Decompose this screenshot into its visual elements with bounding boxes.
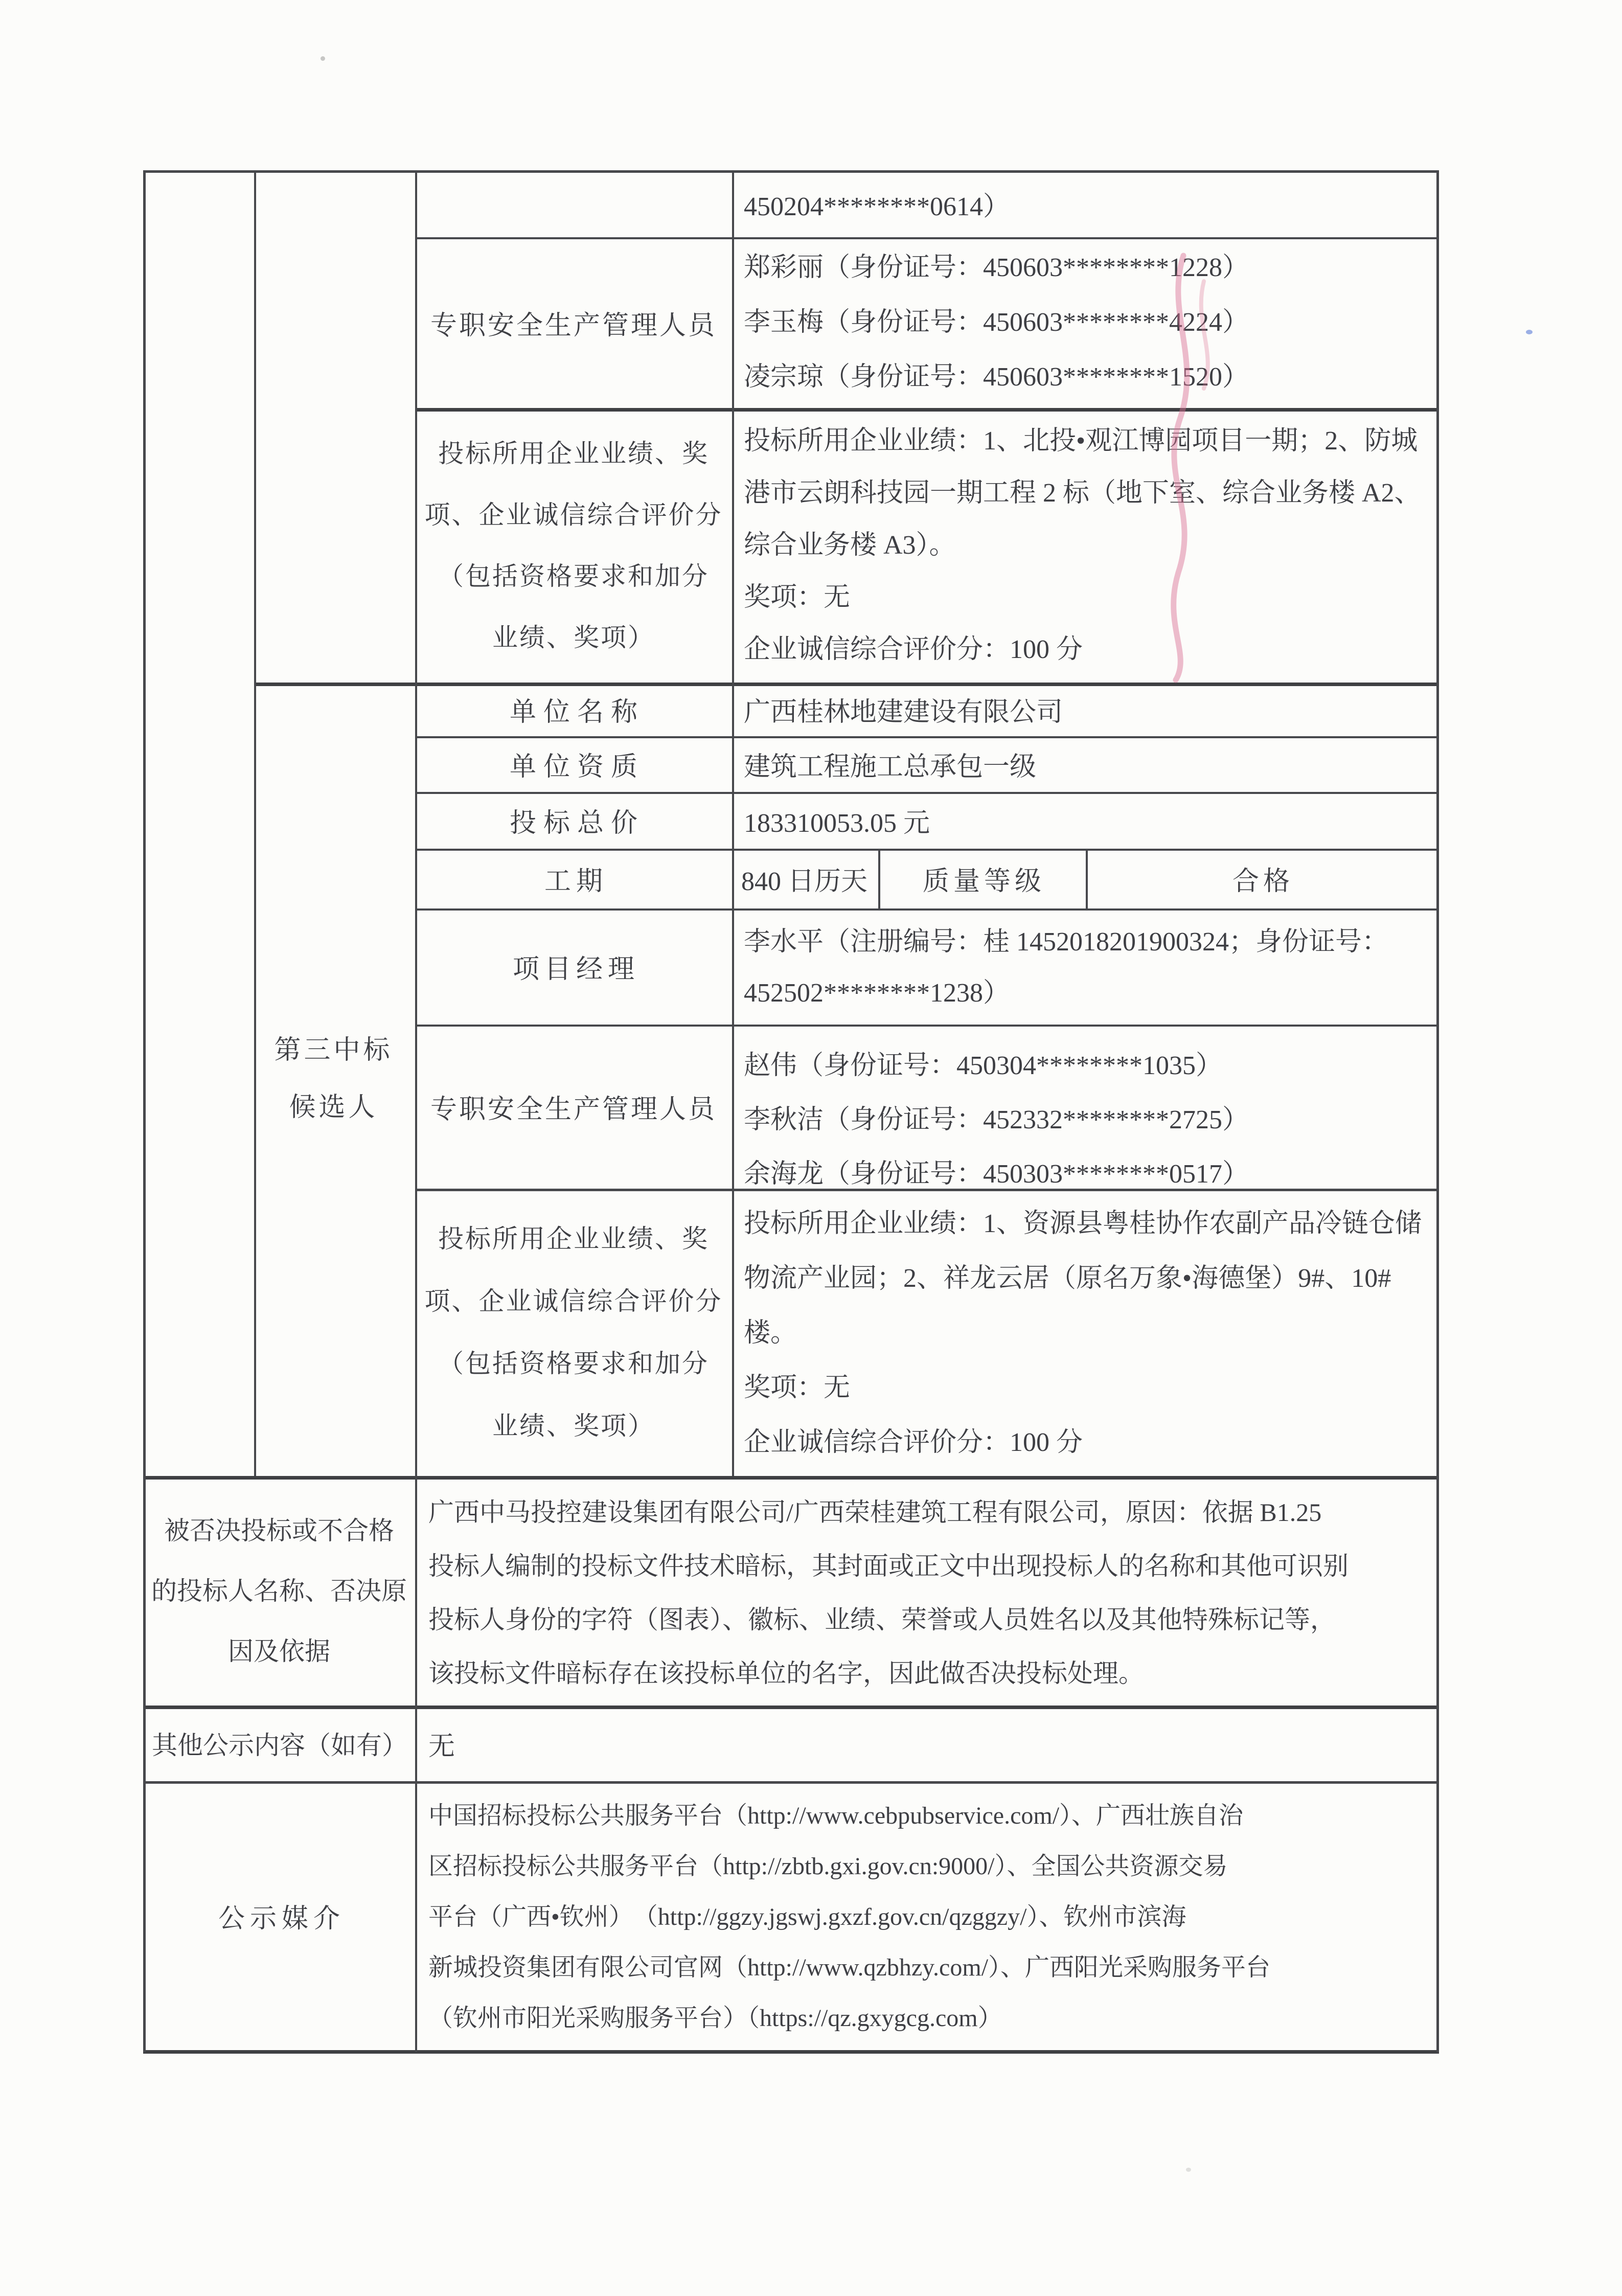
manager-label: 项目经理 [512, 955, 639, 984]
media-line: 新城投资集团有限公司官网（http://www.qzbhzy.com/）、广西阳光采购服务平台 [428, 1954, 1271, 1981]
qualification-value: 建筑工程施工总承包一级 [744, 753, 1037, 782]
media-label: 公示媒介 [218, 1904, 345, 1934]
safety-person: 余海龙（身份证号：450303********0517） [744, 1160, 1249, 1189]
rejected-line: 投标人编制的投标文件技术暗标，其封面或正文中出现投标人的名称和其他可识别 [428, 1552, 1349, 1580]
other-content-value: 无 [428, 1732, 455, 1761]
qualification-label: 单位资质 [509, 753, 645, 782]
quality-grade-label: 质量等级 [922, 867, 1045, 896]
table-border-bottom [143, 2050, 1439, 2054]
rejected-line: 广西中马投控建设集团有限公司/广西荣桂建筑工程有限公司，原因：依据 B1.25 [428, 1498, 1322, 1527]
unit-name-label: 单位名称 [509, 698, 645, 727]
candidate2-performance-content [744, 415, 1434, 677]
quality-grade-value: 合格 [1232, 867, 1294, 896]
gray-speck [321, 56, 325, 61]
gray-speck [1186, 2168, 1191, 2172]
performance-label-line: 项、企业诚信综合评价分 [424, 500, 723, 529]
safety-person: 赵伟（身份证号：450304********1035） [744, 1051, 1223, 1080]
media-line: 平台（广西•钦州） （http://ggzy.jgswj.gxzf.gov.cn/qzggzy/）、钦州市滨海 [428, 1903, 1186, 1930]
performance-line: 投标所用企业业绩：1、资源县粤桂协作农副产品冷链仓储 [744, 1209, 1422, 1238]
performance-label-line: 项、企业诚信综合评价分 [424, 1287, 723, 1315]
bid-price-value: 183310053.05 元 [744, 809, 930, 838]
rejected-label-line: 的投标人名称、否决原 [151, 1576, 407, 1605]
performance-label-line: 投标所用企业业绩、奖 [438, 1224, 709, 1253]
safety-person: 李玉梅（身份证号：450603********4224） [744, 308, 1249, 337]
rejected-line: 该投标文件暗标存在该投标单位的名字，因此做否决投标处理。 [428, 1659, 1144, 1688]
other-content-label: 其他公示内容（如有） [152, 1731, 407, 1760]
media-line: 区招标投标公共服务平台（http://zbtb.gxi.gov.cn:9000/）、全国公共资源交易 [428, 1853, 1228, 1880]
media-line: （钦州市阳光采购服务平台）（https://qz.gxygcg.com） [428, 2005, 1002, 2032]
safety-person: 李秋洁（身份证号：452332********2725） [744, 1105, 1249, 1134]
manager-line: 452502********1238） [744, 979, 1010, 1008]
rejected-line: 投标人身份的字符（图表）、徽标、业绩、荣誉或人员姓名以及其他特殊标记等， [428, 1605, 1336, 1634]
candidate3-safety-people [744, 1039, 1431, 1189]
rejected-bidders-label [145, 1476, 414, 1706]
candidate3-safety-label: 专职安全生产管理人员 [430, 1095, 717, 1124]
candidate2-safety-people [744, 240, 1431, 405]
candidate2-safety-label: 专职安全生产管理人员 [430, 311, 717, 340]
rejected-bidders-content [428, 1486, 1430, 1700]
bid-price-label: 投标总价 [509, 809, 645, 838]
carryover-id-tail: 450204********0614） [744, 192, 1010, 221]
performance-line: 物流产业园；2、祥龙云居（原名万象•海德堡）9#、10# [744, 1264, 1391, 1293]
col-line-content [732, 170, 734, 1476]
performance-line: 奖项：无 [744, 583, 851, 612]
performance-label-line: 业绩、奖项） [492, 1412, 655, 1440]
candidate3-group-label [254, 683, 413, 1476]
safety-person: 郑彩丽（身份证号：450603********1228） [744, 253, 1249, 282]
duration-label: 工期 [544, 867, 608, 896]
manager-content [744, 917, 1434, 1019]
candidate2-performance-label [417, 408, 730, 683]
blue-ink-speck [1526, 330, 1533, 334]
duration-value: 840 日历天 [741, 867, 868, 896]
performance-line: 港市云朗科技园一期工程 2 标（地下室、综合业务楼 A2、 [744, 479, 1421, 508]
performance-label-line: （包括资格要求和加分 [438, 561, 709, 590]
rejected-label-line: 被否决投标或不合格 [164, 1516, 394, 1545]
performance-label-line: 业绩、奖项） [492, 623, 655, 652]
media-line: 中国招标投标公共服务平台（http://www.cebpubservice.com/）、广西壮族自治 [428, 1802, 1244, 1829]
performance-line: 综合业务楼 A3）。 [744, 531, 956, 560]
table-border-right [1436, 170, 1439, 2052]
manager-line: 李水平（注册编号：桂 1452018201900324；身份证号： [744, 927, 1389, 957]
safety-person: 凌宗琼（身份证号：450603********1520） [744, 362, 1249, 392]
performance-line: 企业诚信综合评价分：100 分 [744, 635, 1083, 664]
group-label-line: 第三中标 [274, 1036, 393, 1065]
performance-line: 企业诚信综合评价分：100 分 [744, 1428, 1083, 1457]
performance-line: 楼。 [744, 1319, 797, 1348]
rejected-label-line: 因及依据 [228, 1636, 330, 1666]
media-content [428, 1790, 1430, 2043]
performance-label-line: （包括资格要求和加分 [438, 1349, 709, 1378]
group-label-line: 候选人 [289, 1093, 378, 1122]
unit-name-value: 广西桂林地建建设有限公司 [744, 698, 1063, 727]
performance-label-line: 投标所用企业业绩、奖 [438, 439, 709, 468]
performance-line: 投标所用企业业绩：1、北投•观江博园项目一期；2、防城 [744, 426, 1418, 456]
candidate3-performance-label [417, 1189, 730, 1476]
performance-line: 奖项：无 [744, 1373, 851, 1402]
candidate3-performance-content [744, 1196, 1434, 1470]
